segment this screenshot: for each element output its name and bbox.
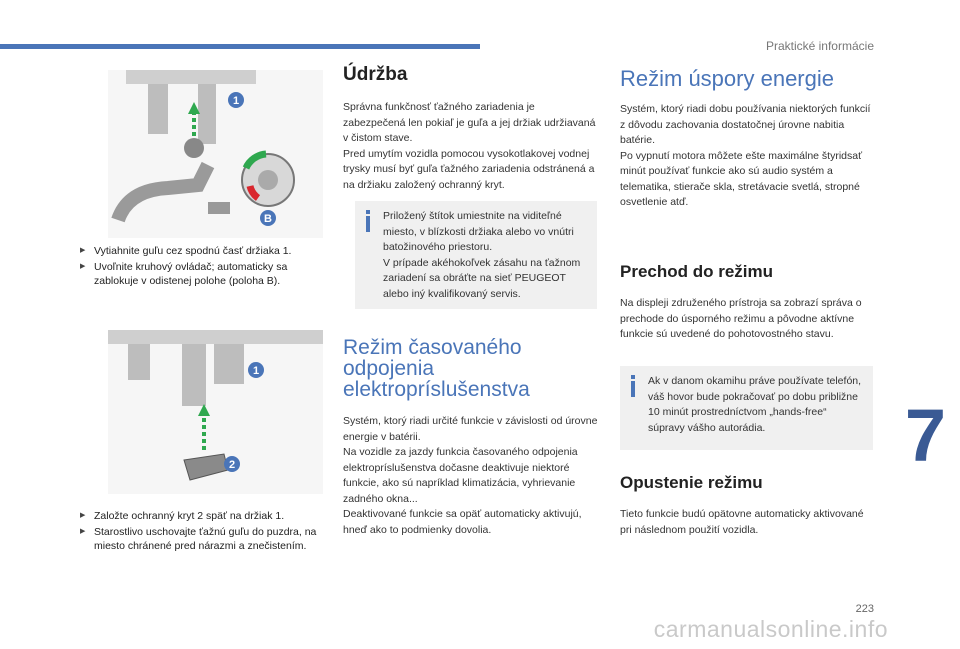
timer-title-line: elektropríslušenstva xyxy=(343,378,530,401)
phone-info-note xyxy=(620,366,873,450)
enter-title: Prechod do režimu xyxy=(620,262,774,281)
towbar-illustration-svg xyxy=(108,70,323,238)
info-line: Priložený štítok umiestnite na viditeľné miesto, v blízkosti držiaka alebo vo vnútri batožinového priestoru. xyxy=(383,210,574,253)
exit-title: Opustenie režimu xyxy=(620,473,763,492)
chapter-tab xyxy=(904,394,960,477)
timer-section xyxy=(343,337,599,538)
page-number: 223 xyxy=(855,603,874,615)
maintenance-title: Údržba xyxy=(343,64,408,85)
info-icon xyxy=(364,210,372,232)
info-line: V prípade akéhokoľvek zásahu na ťažnom zariadení sa obráťte na sieť PEUGEOT alebo iný kvalifikovaný servis. xyxy=(383,256,581,300)
callout-1: 1 xyxy=(252,365,260,377)
enter-section xyxy=(620,262,875,343)
callout-2: 2 xyxy=(228,459,236,471)
timer-paragraph: Systém, ktorý riadi určité funkcie v závislosti od úrovne energie v batérii. xyxy=(343,415,598,443)
timer-title-line: Režim časovaného xyxy=(343,336,522,359)
step-bullet: ▶ Uvoľnite kruhový ovládač; automaticky sa zablokuje v odistenej polohe (poloha B). xyxy=(80,260,320,289)
protective-cap-illustration xyxy=(108,330,323,494)
eco-paragraph: Systém, ktorý riadi dobu používania niektorých funkcií z dôvodu zachovania dostatočnej úrovne nabitia batérie. xyxy=(620,103,871,146)
info-note xyxy=(355,201,597,309)
maintenance-section xyxy=(343,64,599,193)
cap-illustration-svg xyxy=(108,330,323,494)
step-bullet: ▶ Starostlivo uschovajte ťažnú guľu do puzdra, na miesto chránené pred nárazmi a znečistením. xyxy=(80,525,320,554)
removal-steps xyxy=(80,244,320,290)
cap-steps xyxy=(80,509,320,555)
eco-section xyxy=(620,68,875,211)
info-icon xyxy=(629,375,637,397)
eco-paragraph: Po vypnutí motora môžete ešte maximálne štyridsať minút používať funkcie ako sú audio systém a telematika, stierače skla, stretávacie svetlá, stropné osvetlenie atď. xyxy=(620,149,863,208)
header-accent-bar xyxy=(0,44,480,49)
callout-1: 1 xyxy=(232,95,240,107)
callout-b: B xyxy=(264,213,272,225)
towbar-removal-illustration xyxy=(108,70,323,238)
maintenance-paragraph: Pred umytím vozidla pomocou vysokotlakovej vodnej trysky musí byť guľa ťažného zariadenia odstránená a na držiaku založený ochranný kryt. xyxy=(343,147,595,191)
step-bullet: ▶ Vytiahnite guľu cez spodnú časť držiaka 1. xyxy=(80,244,320,259)
enter-paragraph: Na displeji združeného prístroja sa zobrazí správa o prechode do úsporného režimu a pôvodne aktívne funkcie sú uvedené do pohotovostného stavu. xyxy=(620,297,862,340)
timer-paragraph: Deaktivované funkcie sa opäť automaticky aktivujú, hneď ako to podmienky dovolia. xyxy=(343,508,582,536)
maintenance-paragraph: Správna funkčnosť ťažného zariadenia je zabezpečená len pokiaľ je guľa a jej držiak udržiavaná v čistom stave. xyxy=(343,101,596,144)
exit-section xyxy=(620,473,875,538)
timer-paragraph: Na vozidle za jazdy funkcia časovaného odpojenia elektropríslušenstva dočasne deaktivuje niektoré funkcie, ako sú napríklad klimatizácia, vyhrievanie zadného okna... xyxy=(343,446,578,505)
step-bullet: ▶ Založte ochranný kryt 2 späť na držiak 1. xyxy=(80,509,320,524)
info-line: Ak v danom okamihu práve používate telefón, váš hovor bude pokračovať po dobu približne 10 minút prostredníctvom „hands-free“ súpravy vášho autorádia. xyxy=(648,375,862,434)
watermark: carmanualsonline.info xyxy=(653,616,888,642)
timer-title-line: odpojenia xyxy=(343,357,435,380)
section-title: Praktické informácie xyxy=(765,39,874,53)
eco-title: Režim úspory energie xyxy=(620,66,834,91)
chapter-number: 7 xyxy=(904,394,946,477)
exit-paragraph: Tieto funkcie budú opätovne automaticky aktivované pri následnom použití vozidla. xyxy=(620,508,864,536)
